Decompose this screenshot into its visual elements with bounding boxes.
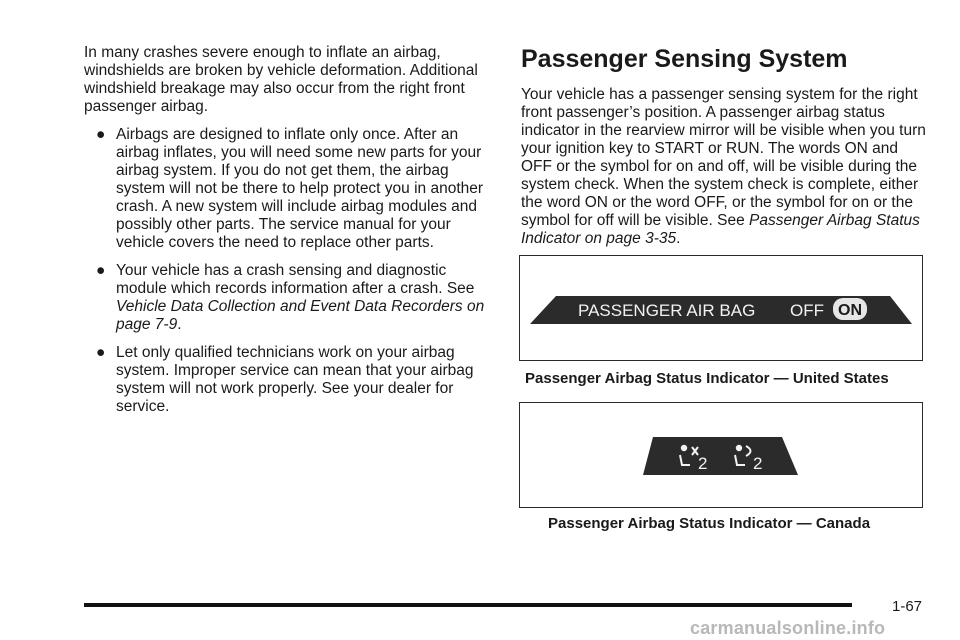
symbol-digit: 2 <box>698 454 708 473</box>
bullet-item-qualified-technicians <box>84 344 494 416</box>
bullet-icon: ● <box>96 262 106 279</box>
us-indicator-illustration <box>520 256 922 360</box>
canada-indicator-illustration <box>520 403 922 507</box>
cross-reference-link[interactable]: Passenger Airbag Status Indicator on page 3-35 <box>521 212 920 247</box>
bullet-text: Airbags are designed to inflate only once. After an airbag inflates, you will need some new parts for your airbag system. If you do not get them, the airbag system will not be there to help protect you in another crash. A new system will include airbag modules and possibly other parts. The service manual for your vehicle covers the need to replace other parts. <box>116 126 484 251</box>
indicator-panel <box>643 437 798 475</box>
section-body-suffix: . <box>676 230 681 247</box>
footer-rule <box>84 603 852 607</box>
figure-canada-caption: Passenger Airbag Status Indicator — Canada <box>548 515 871 532</box>
indicator-off-text: OFF <box>790 301 824 320</box>
bullet-text: Your vehicle has a crash sensing and diagnostic module which records information after a crash. See <box>116 262 475 297</box>
left-column <box>84 44 494 426</box>
watermark: carmanualsonline.info <box>690 618 886 638</box>
indicator-on-text: ON <box>838 302 862 319</box>
bullet-text: Let only qualified technicians work on your airbag system. Improper service can mean that your airbag system will not work properly. See your dealer for service. <box>116 344 474 415</box>
bullet-icon: ● <box>96 344 106 361</box>
indicator-label: PASSENGER AIR BAG <box>578 301 756 320</box>
right-column <box>521 44 926 248</box>
bullet-item-airbags-inflate-once <box>84 126 494 252</box>
bullet-suffix: . <box>177 316 182 333</box>
intro-paragraph: In many crashes severe enough to inflate an airbag, windshields are broken by vehicle deformation. Additional windshield breakage may also occur from the right front passenger airbag. <box>84 44 478 115</box>
page-number: 1-67 <box>892 598 923 615</box>
bullet-list <box>84 126 494 416</box>
figure-us-indicator <box>519 255 923 361</box>
symbol-digit: 2 <box>753 454 763 473</box>
section-heading: Passenger Sensing System <box>521 45 848 73</box>
bullet-icon: ● <box>96 126 106 143</box>
figure-us-caption: Passenger Airbag Status Indicator — United States <box>525 370 889 387</box>
figure-canada-indicator <box>519 402 923 508</box>
section-body-text: Your vehicle has a passenger sensing system for the right front passenger’s position. A passenger airbag status indicator in the rearview mirror will be visible when you turn your ignition key to START or RUN. The words ON and OFF or the symbol for on and off, will be visible during the system check. When the system check is complete, either the word ON or the word OFF, or the symbol for on or the symbol for off will be visible. See <box>521 86 926 229</box>
section-body <box>521 86 926 248</box>
bullet-item-crash-sensing-module <box>84 262 494 334</box>
cross-reference-link[interactable]: Vehicle Data Collection and Event Data Recorders on page 7-9 <box>116 298 485 333</box>
